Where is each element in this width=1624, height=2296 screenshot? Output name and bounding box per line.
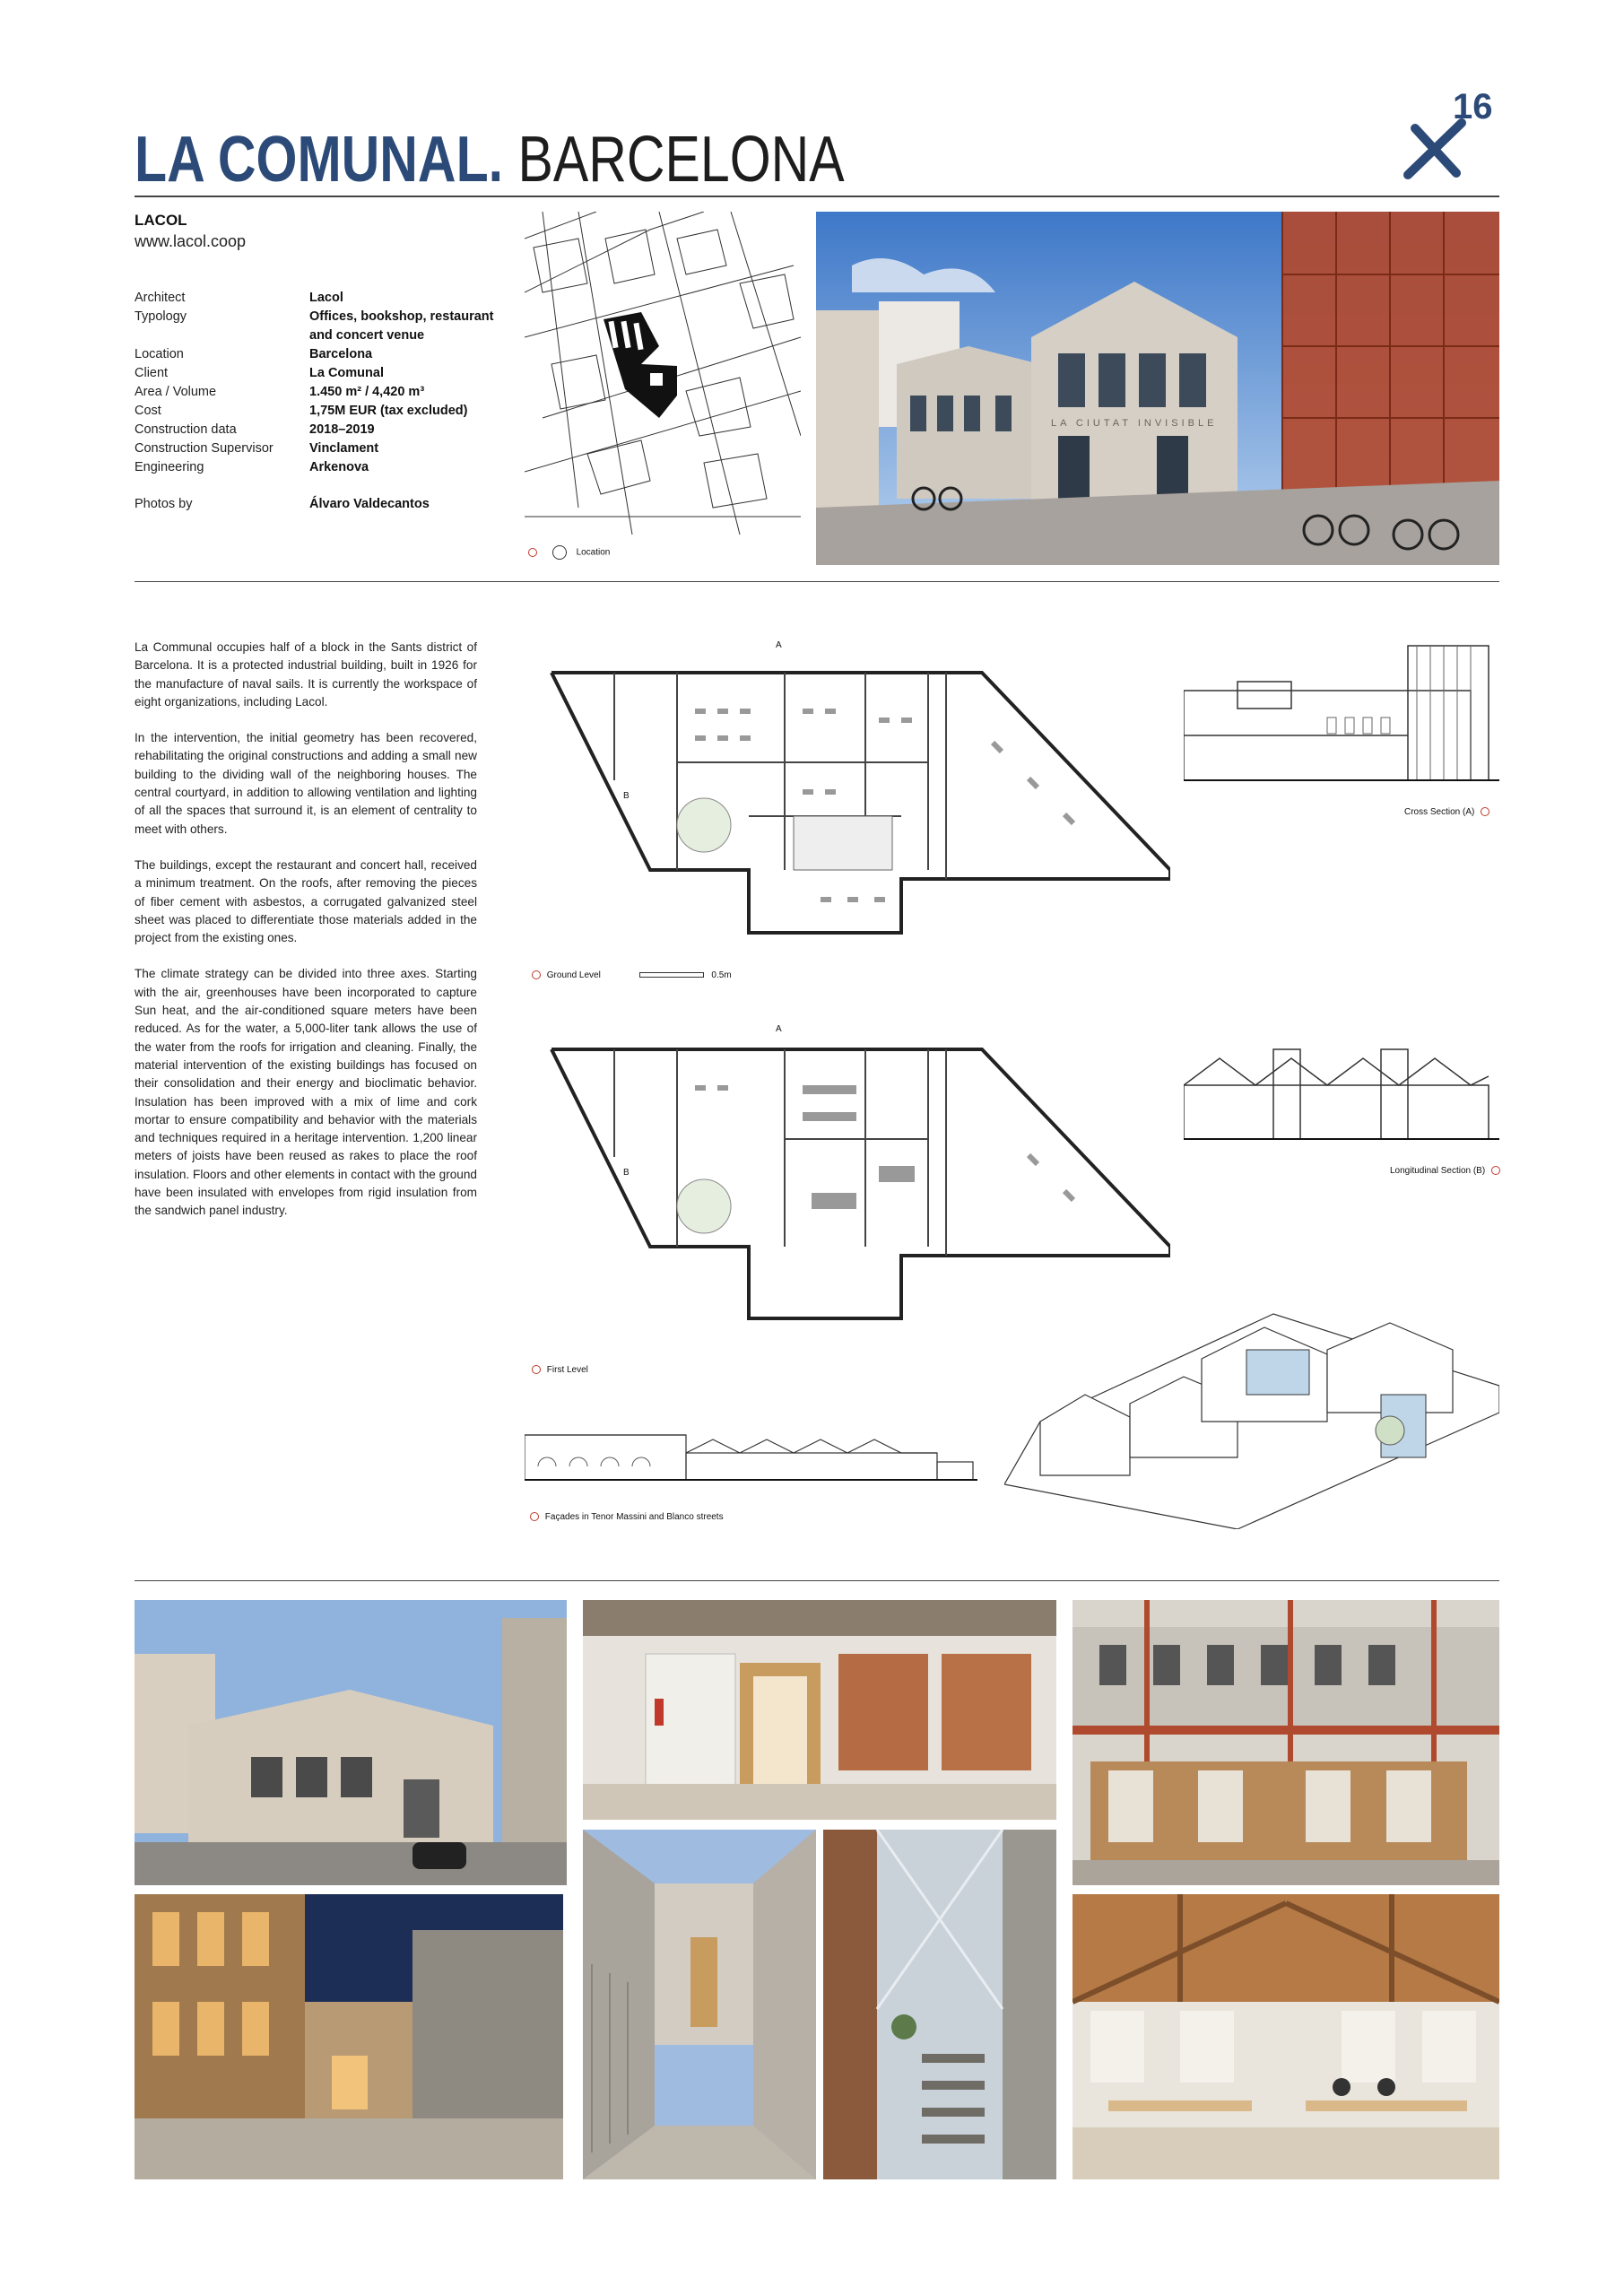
location-map (525, 212, 801, 565)
firm-name: LACOL (135, 212, 187, 229)
ground-level-plan (525, 637, 1170, 987)
spec-row (135, 439, 520, 458)
caption-ground-level: Ground Level 0.5m (532, 970, 732, 980)
spec-label: Client (135, 366, 169, 380)
photo-courtyard-night (135, 1894, 563, 2179)
caption-location: Location (528, 545, 610, 560)
spec-value: La Comunal (309, 366, 384, 380)
axonometric-drawing (1004, 1305, 1499, 1529)
spec-row (135, 402, 520, 421)
north-arrow-icon (552, 545, 567, 560)
caption-longitudinal-section: Longitudinal Section (B) (1390, 1166, 1504, 1176)
project-description (135, 639, 477, 1239)
spec-label: Typology (135, 309, 187, 324)
spec-row (135, 383, 520, 402)
description-paragraph: The buildings, except the restaurant and concert hall, received a minimum treatment. On the roofs, after removing the pieces of fiber cement with asbestos, a corrugated galvanized steel sheet was placed to differentiate those materials added in the project from the existing ones. (135, 857, 477, 945)
description-paragraph: La Communal occupies half of a block in the Sants district of Barcelona. It is a protected industrial building, built in 1926 for the manufacture of naval sails. It is currently the workspace of eight organizations, including Lacol. (135, 640, 477, 709)
caption-marker-icon (530, 1512, 539, 1521)
hero-signage: LA CIUTAT INVISIBLE (1051, 418, 1218, 429)
spec-label: Engineering (135, 460, 204, 474)
spec-value: Lacol (309, 291, 343, 305)
spec-label: Photos by (135, 497, 193, 511)
spec-value: Arkenova (309, 460, 369, 474)
spec-label: Location (135, 347, 184, 361)
spec-value: Barcelona (309, 347, 373, 361)
facades-drawing (525, 1426, 977, 1529)
photos-credit (135, 495, 520, 514)
page-title (135, 124, 845, 196)
section-marker-a: A (776, 1024, 782, 1034)
spec-value: Vinclament (309, 441, 379, 456)
project-specs (135, 289, 520, 514)
hero-photo (816, 212, 1499, 565)
caption-marker-icon (532, 1365, 541, 1374)
spec-value: 2018–2019 (309, 422, 375, 437)
description-paragraph: In the intervention, the initial geometry has been recovered, rehabilitating the original constructions and adding a small new building to the dividing wall of the neighboring houses. The central courtyard, in addition to allowing ventilation and lighting of all the spaces that surround it, is an element of centrality to meet with others. (135, 731, 477, 836)
caption-cross-section: Cross Section (A) (1404, 807, 1493, 817)
issue-logo (1399, 85, 1511, 188)
caption-marker-icon (1481, 807, 1489, 816)
cross-section-drawing (1184, 637, 1499, 825)
issue-number: 16 (1453, 87, 1493, 126)
caption-facades: Façades in Tenor Massini and Blanco streets (530, 1512, 724, 1522)
spec-label: Construction Supervisor (135, 441, 274, 456)
photo-interior-entrance (583, 1600, 1056, 1820)
spec-row (135, 308, 520, 345)
description-paragraph: The climate strategy can be divided into three axes. Starting with the air, greenhouses have been incorporated to capture Sun heat, and the air-conditioned square meters have been reduced. As for the water, a 5,000-liter tank allows the use of the water from the roofs for irrigation and cleaning. Finally, the material intervention of the existing buildings has focused on their consolidation and their energy and bioclimatic behavior. Insulation has been improved with a mix of lime and cork mortar to ensure compatibility and behavior with the materials and techniques required in a heritage intervention. 1,200 linear meters of joists have been reused as rakes to place the roof insulation. Floors and other elements in contact with the ground have been insulated with envelopes from rigid insulation from the sandwich panel industry. (135, 967, 477, 1218)
spec-label: Construction data (135, 422, 237, 437)
spec-label: Cost (135, 404, 161, 418)
section-rule (135, 1580, 1499, 1581)
section-rule (135, 581, 1499, 582)
spec-value: Offices, bookshop, restaurant and concert venue (309, 309, 494, 343)
spec-value: Álvaro Valdecantos (309, 497, 430, 511)
section-marker-b: B (623, 1168, 630, 1178)
photo-exterior-street (135, 1600, 567, 1885)
title-city: BARCELONA (517, 124, 845, 196)
caption-marker-icon (1491, 1166, 1500, 1175)
spec-label: Architect (135, 291, 186, 305)
caption-marker-icon (528, 548, 537, 557)
spec-value: 1.450 m² / 4,420 m³ (309, 385, 425, 399)
section-marker-b: B (623, 791, 630, 801)
spec-value: 1,75M EUR (tax excluded) (309, 404, 468, 418)
spec-row (135, 458, 520, 477)
photo-open-office (1073, 1894, 1499, 2179)
caption-marker-icon (532, 970, 541, 979)
header-rule (135, 196, 1499, 197)
photo-narrow-alley (583, 1830, 816, 2179)
scale-bar (639, 972, 704, 978)
caption-first-level: First Level (532, 1365, 588, 1375)
photo-courtyard-galleries (1073, 1600, 1499, 1885)
spec-row (135, 364, 520, 383)
spec-row (135, 345, 520, 364)
spec-row (135, 289, 520, 308)
spec-label: Area / Volume (135, 385, 217, 399)
title-project: LA COMUNAL. (135, 124, 504, 196)
longitudinal-section-drawing (1184, 1040, 1499, 1184)
firm-website[interactable]: www.lacol.coop (135, 232, 247, 250)
photo-glass-staircase (823, 1830, 1056, 2179)
section-marker-a: A (776, 640, 782, 650)
spec-row (135, 421, 520, 439)
